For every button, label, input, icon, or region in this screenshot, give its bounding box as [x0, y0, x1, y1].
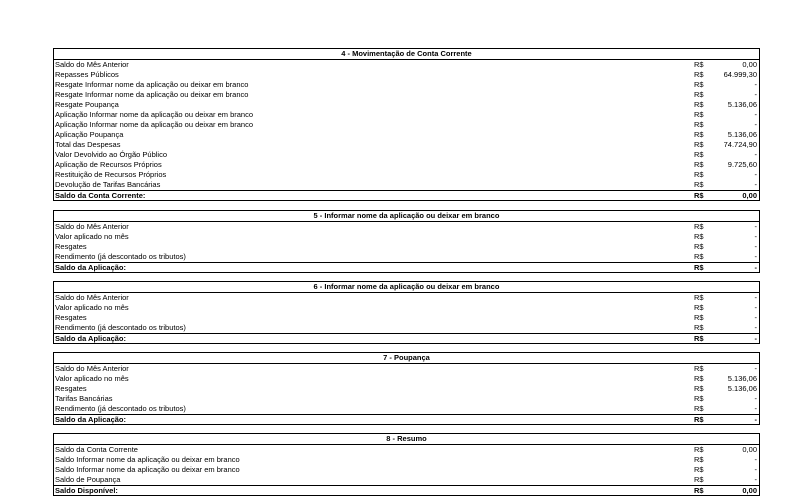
table-row [54, 242, 759, 252]
table-row [54, 180, 759, 190]
row-value: - [754, 394, 757, 403]
total-value: 0,00 [742, 486, 757, 495]
currency-symbol: R$ [694, 150, 704, 159]
row-label: Resgate Informar nome da aplicação ou deixar em branco [55, 80, 249, 89]
currency-symbol: R$ [694, 100, 704, 109]
row-value: 0,00 [742, 60, 757, 69]
currency-symbol: R$ [694, 293, 704, 302]
currency-symbol: R$ [694, 364, 704, 373]
currency-symbol: R$ [694, 222, 704, 231]
currency-symbol: R$ [694, 374, 704, 383]
row-label: Saldo do Mês Anterior [55, 60, 129, 69]
section-aplicacao-5 [53, 210, 760, 273]
total-label: Saldo da Aplicação: [55, 334, 126, 343]
currency-symbol: R$ [694, 475, 704, 484]
section-title: 4 - Movimentação de Conta Corrente [54, 49, 759, 60]
row-label: Valor aplicado no mês [55, 232, 129, 241]
total-row [54, 190, 759, 200]
section-title: 5 - Informar nome da aplicação ou deixar em branco [54, 211, 759, 222]
row-label: Rendimento (já descontado os tributos) [55, 404, 186, 413]
currency-symbol: R$ [694, 303, 704, 312]
currency-symbol: R$ [694, 120, 704, 129]
row-value: 5.136,06 [727, 384, 757, 393]
currency-symbol: R$ [694, 170, 704, 179]
row-value: 5.136,06 [727, 100, 757, 109]
table-row [54, 150, 759, 160]
currency-symbol: R$ [694, 130, 704, 139]
row-label: Saldo da Conta Corrente [55, 445, 138, 454]
row-label: Aplicação de Recursos Próprios [55, 160, 162, 169]
row-value: 5.136,06 [727, 130, 757, 139]
row-label: Valor aplicado no mês [55, 303, 129, 312]
section-resumo [53, 433, 760, 496]
table-row [54, 160, 759, 170]
table-row [54, 120, 759, 130]
row-label: Resgates [55, 242, 87, 251]
row-value: - [754, 90, 757, 99]
total-value: - [754, 415, 757, 424]
total-label: Saldo da Aplicação: [55, 415, 126, 424]
row-label: Resgate Poupança [55, 100, 119, 109]
currency-symbol: R$ [694, 415, 704, 424]
table-row [54, 110, 759, 120]
table-row [54, 404, 759, 414]
currency-symbol: R$ [694, 110, 704, 119]
table-row [54, 323, 759, 333]
row-label: Aplicação Informar nome da aplicação ou deixar em branco [55, 110, 254, 119]
currency-symbol: R$ [694, 80, 704, 89]
row-value: 0,00 [742, 445, 757, 454]
row-value: - [754, 465, 757, 474]
currency-symbol: R$ [694, 180, 704, 189]
table-row [54, 313, 759, 323]
currency-symbol: R$ [694, 404, 704, 413]
table-row [54, 170, 759, 180]
row-value: 9.725,60 [727, 160, 757, 169]
total-row [54, 333, 759, 343]
row-value: - [754, 180, 757, 189]
row-label: Restituição de Recursos Próprios [55, 170, 167, 179]
row-value: - [754, 313, 757, 322]
total-label: Saldo da Aplicação: [55, 263, 126, 272]
table-row [54, 60, 759, 70]
row-value: 64.999,30 [723, 70, 757, 79]
row-value: - [754, 232, 757, 241]
table-row [54, 303, 759, 313]
currency-symbol: R$ [694, 323, 704, 332]
row-value: - [754, 303, 757, 312]
row-label: Total das Despesas [55, 140, 121, 149]
row-label: Valor aplicado no mês [55, 374, 129, 383]
currency-symbol: R$ [694, 263, 704, 272]
table-row [54, 90, 759, 100]
currency-symbol: R$ [694, 465, 704, 474]
row-value: - [754, 150, 757, 159]
row-value: - [754, 404, 757, 413]
table-row [54, 364, 759, 374]
currency-symbol: R$ [694, 160, 704, 169]
currency-symbol: R$ [694, 90, 704, 99]
table-row [54, 384, 759, 394]
total-value: 0,00 [742, 191, 757, 200]
table-row [54, 100, 759, 110]
table-row [54, 394, 759, 404]
row-label: Aplicação Poupança [55, 130, 124, 139]
currency-symbol: R$ [694, 140, 704, 149]
total-value: - [754, 263, 757, 272]
row-label: Saldo do Mês Anterior [55, 222, 129, 231]
row-label: Aplicação Informar nome da aplicação ou deixar em branco [55, 120, 254, 129]
row-label: Repasses Públicos [55, 70, 119, 79]
row-label: Resgate Informar nome da aplicação ou deixar em branco [55, 90, 249, 99]
table-row [54, 140, 759, 150]
section-title: 7 - Poupança [54, 353, 759, 364]
currency-symbol: R$ [694, 313, 704, 322]
row-value: - [754, 475, 757, 484]
table-row [54, 232, 759, 242]
row-label: Tarifas Bancárias [55, 394, 113, 403]
row-value: - [754, 364, 757, 373]
total-value: - [754, 334, 757, 343]
row-value: - [754, 252, 757, 261]
section-title: 6 - Informar nome da aplicação ou deixar em branco [54, 282, 759, 293]
table-row [54, 374, 759, 384]
row-label: Saldo Informar nome da aplicação ou deixar em branco [55, 465, 240, 474]
row-label: Rendimento (já descontado os tributos) [55, 323, 186, 332]
row-value: - [754, 170, 757, 179]
table-row [54, 475, 759, 485]
currency-symbol: R$ [694, 384, 704, 393]
row-value: - [754, 120, 757, 129]
total-row [54, 262, 759, 272]
row-value: 74.724,90 [723, 140, 757, 149]
table-row [54, 293, 759, 303]
row-value: - [754, 242, 757, 251]
row-label: Rendimento (já descontado os tributos) [55, 252, 186, 261]
row-value: - [754, 293, 757, 302]
table-row [54, 455, 759, 465]
row-label: Devolução de Tarifas Bancárias [55, 180, 161, 189]
total-label: Saldo da Conta Corrente: [55, 191, 146, 200]
row-value: - [754, 80, 757, 89]
row-label: Valor Devolvido ao Órgão Público [55, 150, 168, 159]
row-value: - [754, 455, 757, 464]
total-row [54, 485, 759, 495]
currency-symbol: R$ [694, 486, 704, 495]
row-label: Resgates [55, 384, 87, 393]
table-row [54, 80, 759, 90]
currency-symbol: R$ [694, 232, 704, 241]
currency-symbol: R$ [694, 191, 704, 200]
row-label: Saldo do Mês Anterior [55, 364, 129, 373]
currency-symbol: R$ [694, 394, 704, 403]
row-value: - [754, 323, 757, 332]
section-title: 8 - Resumo [54, 434, 759, 445]
row-value: - [754, 222, 757, 231]
table-row [54, 445, 759, 455]
row-label: Saldo de Poupança [55, 475, 121, 484]
total-row [54, 414, 759, 424]
table-row [54, 130, 759, 140]
currency-symbol: R$ [694, 455, 704, 464]
row-value: 5.136,06 [727, 374, 757, 383]
currency-symbol: R$ [694, 242, 704, 251]
currency-symbol: R$ [694, 445, 704, 454]
row-value: - [754, 110, 757, 119]
section-aplicacao-6 [53, 281, 760, 344]
row-label: Saldo Informar nome da aplicação ou deixar em branco [55, 455, 240, 464]
table-row [54, 465, 759, 475]
currency-symbol: R$ [694, 252, 704, 261]
table-row [54, 222, 759, 232]
section-poupanca [53, 352, 760, 425]
currency-symbol: R$ [694, 334, 704, 343]
table-row [54, 70, 759, 80]
row-label: Resgates [55, 313, 87, 322]
currency-symbol: R$ [694, 70, 704, 79]
table-row [54, 252, 759, 262]
total-label: Saldo Disponível: [55, 486, 118, 495]
section-conta-corrente [53, 48, 760, 201]
currency-symbol: R$ [694, 60, 704, 69]
row-label: Saldo do Mês Anterior [55, 293, 129, 302]
